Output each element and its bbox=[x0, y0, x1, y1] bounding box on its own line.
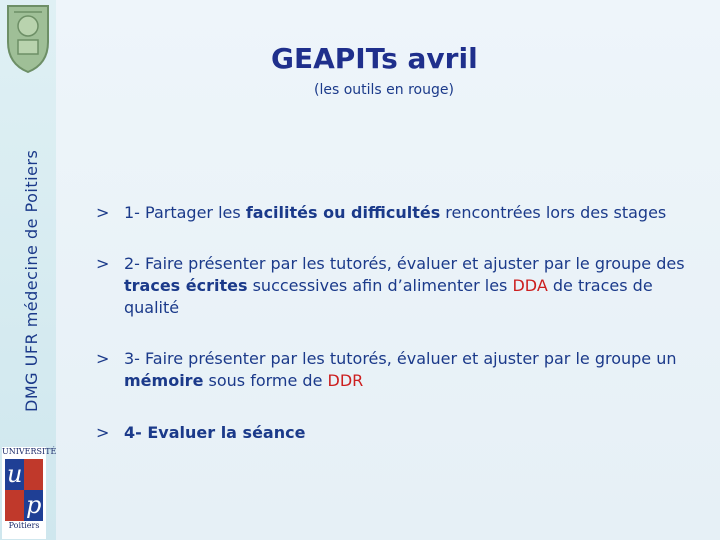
bullet-2-emphasis: traces écrites bbox=[124, 276, 248, 295]
bullet-2-text-end: de traces de qualité bbox=[124, 276, 653, 317]
bullet-3-text-mid: sous forme de bbox=[203, 371, 328, 390]
logo-letter-p: p bbox=[26, 491, 42, 519]
university-logo bbox=[2, 447, 57, 539]
bullet-marker-icon: > bbox=[96, 423, 110, 442]
bullet-2-tool: DDA bbox=[512, 276, 548, 295]
bullet-2-text-mid: successives afin d’alimenter les bbox=[247, 276, 513, 295]
bullet-1-text: 1- Partager les bbox=[124, 203, 246, 222]
bullet-3-emphasis: mémoire bbox=[124, 371, 204, 390]
bullet-1-emphasis: facilités ou difficultés bbox=[245, 203, 441, 222]
bullet-3-tool: DDR bbox=[327, 371, 364, 390]
slide-subtitle: (les outils en rouge) bbox=[314, 82, 454, 98]
bullet-marker-icon: > bbox=[96, 203, 110, 222]
bullet-2 bbox=[96, 253, 708, 319]
side-label: DMG UFR médecine de Poitiers bbox=[22, 149, 41, 412]
university-crest-icon bbox=[2, 2, 54, 74]
bullet-3 bbox=[96, 348, 708, 392]
bullet-3-text: 3- Faire présenter par les tutorés, évaluer et ajuster par le groupe un bbox=[124, 349, 677, 368]
sidebar bbox=[0, 0, 56, 540]
logo-letter-u: u bbox=[7, 460, 23, 488]
slide-title: GEAPITs avril bbox=[271, 42, 478, 75]
logo-top-label: UNIVERSITÉ bbox=[2, 447, 57, 456]
bullet-marker-icon: > bbox=[96, 254, 110, 273]
bullet-1 bbox=[96, 202, 708, 224]
bullet-2-text: 2- Faire présenter par les tutorés, évaluer et ajuster par le groupe des bbox=[124, 254, 685, 273]
bullet-1-text-end: rencontrées lors des stages bbox=[440, 203, 667, 222]
bullet-4 bbox=[96, 422, 708, 444]
bullet-marker-icon: > bbox=[96, 349, 110, 368]
bullet-4-emphasis: 4- Evaluer la séance bbox=[124, 423, 306, 442]
logo-bottom-label: Poitiers bbox=[8, 521, 40, 530]
